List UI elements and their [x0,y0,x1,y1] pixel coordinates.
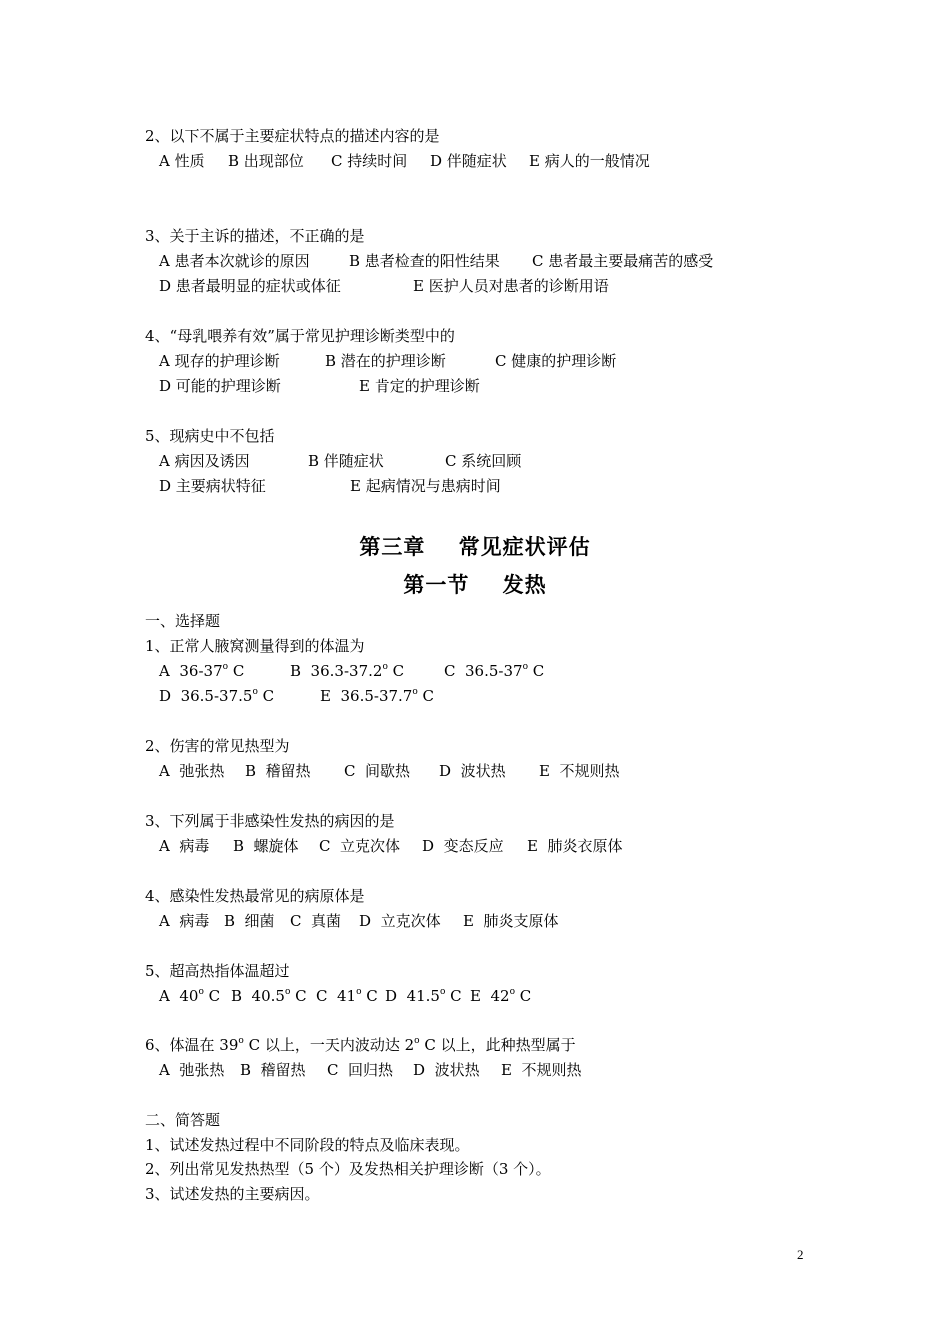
option: E 病人的一般情况 [529,152,650,170]
section-title: 第一节 发热 [403,572,547,597]
option: A 弛张热 [159,762,225,780]
question-stem: 3、关于主诉的描述，不正确的是 [145,227,365,245]
option: D 波状热 [439,762,506,780]
option: D 伴随症状 [430,152,507,170]
page-number: 2 [797,1247,804,1262]
option: B 潜在的护理诊断 [325,352,446,370]
question-stem: 4、“母乳喂养有效”属于常见护理诊断类型中的 [145,327,455,345]
question-stem: 6、体温在 39$^o$ C 以上，一天内波动达 2$^o$ C 以上，此种热型属于 [145,1036,576,1054]
option: A 36-37$^o$ C [159,662,245,680]
option: D 波状热 [413,1061,480,1079]
option: A 病毒 [159,912,210,930]
option: A 现存的护理诊断 [159,352,280,370]
option: D 变态反应 [422,837,504,855]
option: A 弛张热 [159,1061,225,1079]
option: C 间歇热 [344,762,411,780]
option: B 出现部位 [228,152,304,170]
question-stem: 3、下列属于非感染性发热的病因的是 [145,812,395,830]
part-heading: 二、简答题 [145,1111,221,1129]
option: D 主要病状特征 [159,477,266,495]
option: B 稽留热 [245,762,311,780]
option: B 螺旋体 [233,837,299,855]
question-stem: 4、感染性发热最常见的病原体是 [145,887,365,905]
option: C 真菌 [290,912,342,930]
option: B 伴随症状 [308,452,384,470]
short-answer-question: 3、试述发热的主要病因。 [145,1185,320,1203]
option: E 42$^o$ C [470,987,532,1005]
option: C 持续时间 [331,152,408,170]
option: C 系统回顾 [445,452,522,470]
option: D 立克次体 [359,912,441,930]
option: A 40$^o$ C [159,987,221,1005]
option: C 患者最主要最痛苦的感受 [532,252,714,270]
short-answer-question: 1、试述发热过程中不同阶段的特点及临床表现。 [145,1136,470,1154]
option: B 40.5$^o$ C [231,987,307,1005]
question-stem: 2、伤害的常见热型为 [145,737,290,755]
option: E 肺炎衣原体 [527,837,623,855]
option: C 41$^o$ C [316,987,378,1005]
short-answer-question: 2、列出常见发热热型（5 个）及发热相关护理诊断（3 个）。 [145,1160,551,1178]
option: B 稽留热 [240,1061,306,1079]
option: C 立克次体 [319,837,401,855]
option: E 36.5-37.7$^o$ C [320,687,435,705]
option: C 36.5-37$^o$ C [444,662,545,680]
part-heading: 一、选择题 [145,612,221,630]
option: D 36.5-37.5$^o$ C [159,687,275,705]
option: B 患者检查的阳性结果 [349,252,500,270]
option: C 回归热 [327,1061,394,1079]
question-stem: 5、现病史中不包括 [145,427,275,445]
option: A 病因及诱因 [159,452,250,470]
option: E 肯定的护理诊断 [359,377,480,395]
question-stem: 1、正常人腋窝测量得到的体温为 [145,637,365,655]
question-stem: 2、以下不属于主要症状特点的描述内容的是 [145,127,440,145]
option: E 医护人员对患者的诊断用语 [413,277,609,295]
option: E 不规则热 [501,1061,582,1079]
chapter-title: 第三章 常见症状评估 [359,534,591,559]
question-stem: 5、超高热指体温超过 [145,962,290,980]
option: E 起病情况与患病时间 [350,477,501,495]
option: E 不规则热 [539,762,620,780]
option: C 健康的护理诊断 [495,352,617,370]
option: D 可能的护理诊断 [159,377,281,395]
option: B 36.3-37.2$^o$ C [290,662,405,680]
option: A 患者本次就诊的原因 [159,252,310,270]
option: E 肺炎支原体 [463,912,559,930]
option: D 41.5$^o$ C [385,987,462,1005]
option: A 性质 [159,152,205,170]
option: D 患者最明显的症状或体征 [159,277,341,295]
option: B 细菌 [224,912,275,930]
option: A 病毒 [159,837,210,855]
